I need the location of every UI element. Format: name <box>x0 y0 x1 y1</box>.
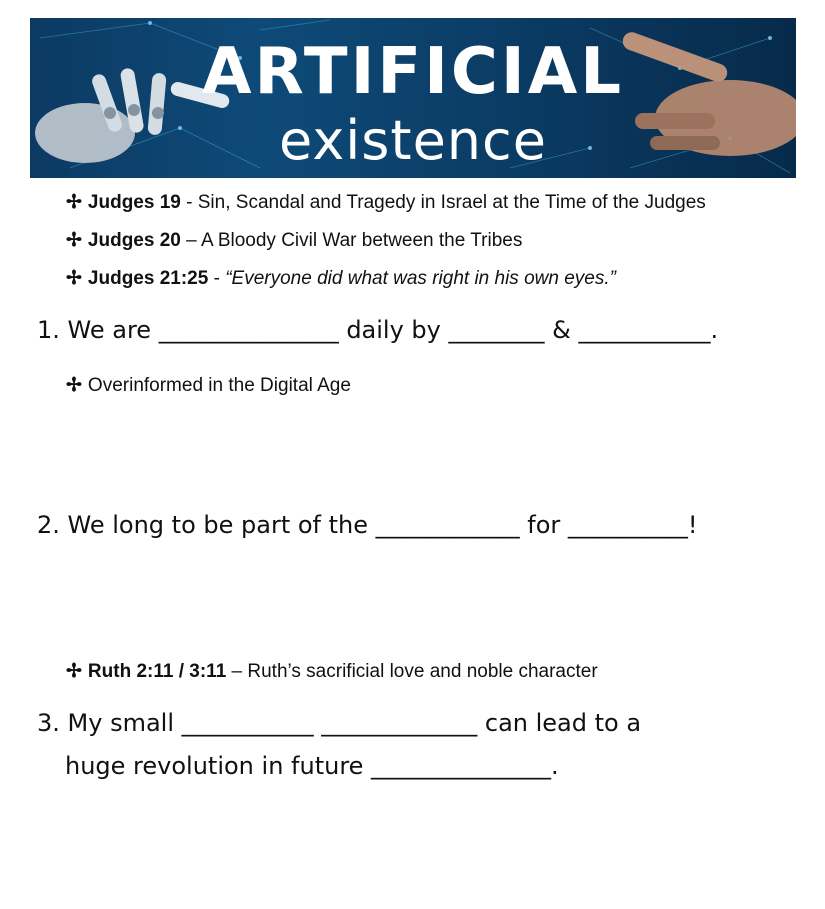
reference-separator: – <box>226 661 248 682</box>
banner-title: ARTIFICIAL <box>201 35 625 109</box>
cross-bullet-icon: ✢ <box>66 375 82 396</box>
subpoint-text: Overinformed in the Digital Age <box>87 375 351 396</box>
reference-label: Ruth 2:11 / 3:11 <box>87 661 227 682</box>
reference-label: Judges 19 <box>87 192 181 213</box>
point-1: 1. We are _______________ daily by ________ & ___________. <box>37 316 719 344</box>
point-3: 3. My small ___________ _____________ can lead to a <box>37 709 642 737</box>
reference-judges-20 <box>66 231 522 250</box>
header-banner <box>30 18 796 178</box>
subpoint-ruth <box>66 662 598 681</box>
reference-judges-21 <box>66 269 616 288</box>
point-3-continuation: huge revolution in future _______________. <box>65 752 559 780</box>
cross-bullet-icon: ✢ <box>66 661 82 682</box>
cross-bullet-icon: ✢ <box>66 192 82 213</box>
reference-quote: “Everyone did what was right in his own eyes.” <box>225 268 616 289</box>
point-2: 2. We long to be part of the ____________ for __________! <box>37 511 698 539</box>
reference-separator: - <box>180 192 198 213</box>
reference-judges-19 <box>66 193 706 212</box>
banner-subtitle: existence <box>279 109 547 172</box>
reference-separator: – <box>180 230 201 251</box>
cross-bullet-icon: ✢ <box>66 230 82 251</box>
reference-text: A Bloody Civil War between the Tribes <box>200 230 523 251</box>
cross-bullet-icon: ✢ <box>66 268 82 289</box>
reference-separator: - <box>208 268 226 289</box>
reference-text: Sin, Scandal and Tragedy in Israel at the Time of the Judges <box>197 192 706 213</box>
reference-label: Judges 20 <box>87 230 181 251</box>
subpoint-overinformed <box>66 376 351 395</box>
reference-text: Ruth’s sacrificial love and noble character <box>247 661 598 682</box>
reference-label: Judges 21:25 <box>87 268 209 289</box>
